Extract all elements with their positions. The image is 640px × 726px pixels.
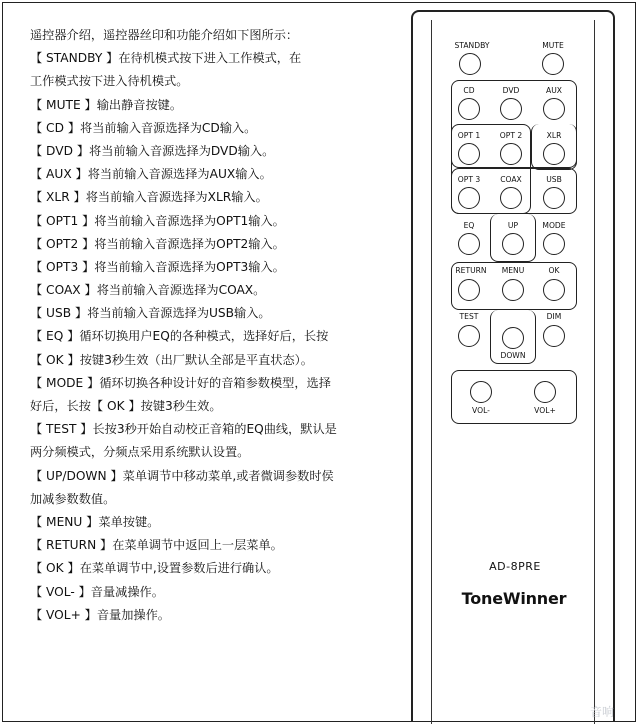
opt1-button[interactable]	[458, 143, 480, 165]
brand-name: ToneWinner	[461, 589, 567, 608]
desc-line: 【 STANDBY 】在待机模式按下进入工作模式，在	[30, 51, 302, 66]
cd-button[interactable]	[458, 98, 480, 120]
opt1-label: OPT 1	[457, 131, 481, 140]
down-button[interactable]	[502, 327, 524, 349]
mute-label: MUTE	[542, 41, 564, 50]
mode-label: MODE	[542, 221, 566, 230]
vol-minus-button[interactable]	[470, 381, 492, 403]
vol-minus-label: VOL-	[472, 406, 490, 415]
desc-line: 【 RETURN 】在菜单调节中返回上一层菜单。	[30, 538, 283, 553]
desc-line: 好后，长按【 OK 】按键3秒生效。	[30, 399, 222, 413]
vol-plus-button[interactable]	[534, 381, 556, 403]
desc-line: 【 OK 】在菜单调节中,设置参数后进行确认。	[30, 561, 279, 576]
watermark: 音响	[590, 705, 615, 719]
desc-line: 【 OPT1 】将当前输入音源选择为OPT1输入。	[30, 213, 285, 228]
aux-button[interactable]	[543, 98, 565, 120]
test-label: TEST	[459, 312, 479, 321]
coax-label: COAX	[500, 175, 522, 184]
model-number: AD-8PRE	[489, 560, 541, 573]
desc-line: 【 EQ 】循环切换用户EQ的各种模式，选择好后，长按	[30, 329, 329, 344]
dvd-label: DVD	[502, 86, 520, 95]
menu-label: MENU	[501, 266, 525, 275]
desc-line: 【 OPT3 】将当前输入音源选择为OPT3输入。	[30, 259, 285, 274]
desc-line: 【 CD 】将当前输入音源选择为CD输入。	[30, 120, 257, 135]
test-button[interactable]	[458, 325, 480, 347]
desc-line: 【 COAX 】将当前输入音源选择为COAX。	[30, 283, 266, 298]
opt2-label: OPT 2	[499, 131, 523, 140]
ok-label: OK	[548, 266, 560, 275]
cd-label: CD	[463, 86, 475, 95]
desc-line: 【 USB 】将当前输入音源选择为USB输入。	[30, 306, 271, 321]
opt3-label: OPT 3	[457, 175, 481, 184]
desc-line: 【 VOL+ 】音量加操作。	[30, 607, 170, 622]
usb-label: USB	[546, 175, 562, 184]
return-label: RETURN	[455, 266, 487, 275]
desc-line: 【 XLR 】将当前输入音源选择为XLR输入。	[30, 190, 268, 205]
aux-label: AUX	[546, 86, 562, 95]
desc-line: 【 MODE 】循环切换各种设计好的音箱参数模型，选择	[30, 375, 331, 390]
desc-line: 【 OPT2 】将当前输入音源选择为OPT2输入。	[30, 236, 285, 251]
opt2-button[interactable]	[500, 143, 522, 165]
mute-button[interactable]	[542, 53, 564, 75]
desc-line: 加减参数数值。	[30, 491, 116, 506]
remote-description	[30, 24, 390, 627]
xlr-label: XLR	[546, 131, 562, 140]
eq-label: EQ	[463, 221, 475, 230]
desc-line: 遥控器介绍，遥控器丝印和功能介绍如下图所示：	[30, 28, 299, 42]
standby-label: STANDBY	[454, 41, 490, 50]
desc-line: 两分频模式，分频点采用系统默认设置。	[30, 445, 250, 460]
mode-button[interactable]	[543, 233, 565, 255]
desc-line: 【 UP/DOWN 】菜单调节中移动菜单,或者微调参数时侯	[30, 468, 334, 483]
desc-line: 【 VOL- 】音量减操作。	[30, 584, 164, 599]
desc-line: 【 AUX 】将当前输入音源选择为AUX输入。	[30, 167, 272, 182]
desc-line: 【 MUTE 】输出静音按键。	[30, 97, 183, 112]
desc-line: 【 DVD 】将当前输入音源选择为DVD输入。	[30, 143, 275, 158]
ok-button[interactable]	[543, 279, 565, 301]
desc-line: 工作模式按下进入待机模式。	[30, 74, 189, 89]
dim-label: DIM	[546, 312, 562, 321]
menu-button[interactable]	[502, 279, 524, 301]
coax-button[interactable]	[500, 187, 522, 209]
xlr-button[interactable]	[543, 143, 565, 165]
standby-button[interactable]	[459, 53, 481, 75]
desc-line: 【 OK 】按键3秒生效（出厂默认全部是平直状态）。	[30, 352, 313, 367]
dim-button[interactable]	[543, 325, 565, 347]
vol-plus-label: VOL+	[534, 406, 556, 415]
return-button[interactable]	[458, 279, 480, 301]
dvd-button[interactable]	[500, 98, 522, 120]
opt3-button[interactable]	[458, 187, 480, 209]
desc-line: 【 MENU 】菜单按键。	[30, 514, 160, 529]
down-label: DOWN	[500, 351, 526, 360]
up-label: UP	[507, 221, 519, 230]
eq-button[interactable]	[458, 233, 480, 255]
desc-line: 【 TEST 】长按3秒开始自动校正音箱的EQ曲线，默认是	[30, 422, 337, 437]
group-volume	[451, 370, 577, 424]
up-button[interactable]	[502, 233, 524, 255]
usb-button[interactable]	[543, 187, 565, 209]
